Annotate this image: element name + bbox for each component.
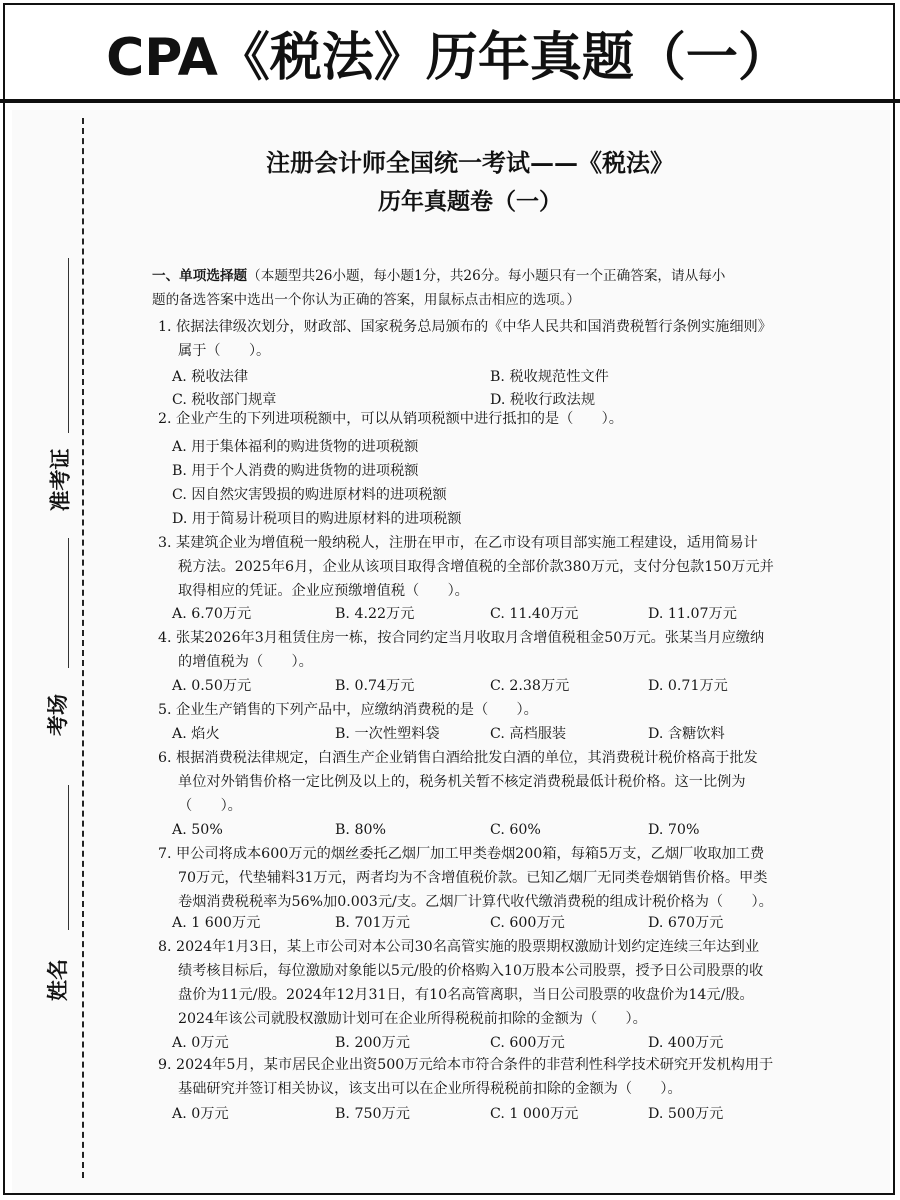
question-8-stem-line: 8. 2024年1月3日，某上市公司对本公司30名高管实施的股票期权激励计划约定连续三年达到业 — [158, 939, 760, 955]
question-9-stem-line: 基础研究并签订相关协议，该支出可以在企业所得税税前扣除的金额为（ ）。 — [178, 1081, 682, 1097]
question-2-option-b[interactable]: B. 用于个人消费的购进货物的进项税额 — [172, 463, 419, 479]
question-5-option-a[interactable]: A. 焰火 — [172, 726, 220, 742]
question-8-stem-line: 盘价为11元/股。2024年12月31日，有10名高管离职，当日公司股票的收盘价为14元/股。 — [178, 987, 754, 1003]
question-4-option-b[interactable]: B. 0.74万元 — [335, 678, 415, 694]
question-7-stem-line: 卷烟消费税税率为56%加0.003元/支。乙烟厂计算代收代缴消费税的组成计税价格为（ ）。 — [178, 894, 773, 910]
banner-divider — [0, 99, 900, 103]
question-8-stem-line: 绩考核目标后，每位激励对象能以5元/股的价格购入10万股本公司股票，授予日公司股票的收 — [178, 963, 764, 979]
question-1-option-d[interactable]: D. 税收行政法规 — [490, 392, 596, 408]
question-9-option-c[interactable]: C. 1 000万元 — [490, 1106, 579, 1122]
question-3-stem-line: 取得相应的凭证。企业应预缴增值税（ ）。 — [178, 583, 469, 599]
question-8-option-c[interactable]: C. 600万元 — [490, 1035, 565, 1051]
question-4-option-a[interactable]: A. 0.50万元 — [172, 678, 252, 694]
question-7-stem-line: 7. 甲公司将成本600万元的烟丝委托乙烟厂加工甲类卷烟200箱，每箱5万支，乙烟厂收取加工费 — [158, 846, 765, 862]
question-6-stem-line: 6. 根据消费税法律规定，白酒生产企业销售白酒给批发白酒的单位，其消费税计税价格高于批发 — [158, 750, 758, 766]
question-6-option-c[interactable]: C. 60% — [490, 822, 541, 838]
question-2-option-d[interactable]: D. 用于简易计税项目的购进原材料的进项税额 — [172, 511, 462, 527]
question-9-option-d[interactable]: D. 500万元 — [648, 1106, 724, 1122]
question-7-option-d[interactable]: D. 670万元 — [648, 915, 724, 931]
question-8-stem-line: 2024年该公司就股权激励计划可在企业所得税税前扣除的金额为（ ）。 — [178, 1011, 647, 1027]
question-1-option-b[interactable]: B. 税收规范性文件 — [490, 369, 609, 385]
question-6-stem-line: （ ）。 — [178, 798, 242, 814]
question-3-option-d[interactable]: D. 11.07万元 — [648, 606, 737, 622]
question-3-option-b[interactable]: B. 4.22万元 — [335, 606, 415, 622]
question-6-stem-line: 单位对外销售价格一定比例及以上的，税务机关暂不核定消费税最低计税价格。这一比例为 — [178, 774, 746, 790]
question-7-option-a[interactable]: A. 1 600万元 — [172, 915, 261, 931]
question-5-stem-line: 5. 企业生产销售的下列产品中，应缴纳消费税的是（ ）。 — [158, 702, 538, 718]
question-4-stem-line: 4. 张某2026年3月租赁住房一栋，按合同约定当月收取月含增值税租金50万元。张某当月应缴纳 — [158, 630, 765, 646]
question-5-option-d[interactable]: D. 含糖饮料 — [648, 726, 725, 742]
paper-subtitle: 历年真题卷（一） — [378, 188, 562, 215]
question-1-stem-line: 属于（ ）。 — [178, 343, 271, 359]
question-2-option-c[interactable]: C. 因自然灾害毁损的购进原材料的进项税额 — [172, 487, 447, 503]
label-kc: 考场 — [46, 694, 70, 736]
question-3-stem-line: 税方法。2025年6月，企业从该项目取得含增值税的全部价款380万元，支付分包款150万元并 — [178, 559, 774, 575]
binding-dashed-line — [82, 118, 84, 1178]
question-9-option-b[interactable]: B. 750万元 — [335, 1106, 410, 1122]
question-1-stem-line: 1. 依据法律级次划分，财政部、国家税务总局颁布的《中华人民共和国消费税暂行条例实施细则》 — [158, 319, 772, 335]
section-rule-text: （本题型共26小题，每小题1分，共26分。每小题只有一个正确答案，请从每小 — [247, 268, 726, 284]
question-8-option-a[interactable]: A. 0万元 — [172, 1035, 229, 1051]
question-4-option-d[interactable]: D. 0.71万元 — [648, 678, 728, 694]
zkz-underline — [68, 258, 69, 433]
label-zkz: 准考证 — [48, 448, 73, 512]
section-instructions-line1 — [152, 267, 725, 285]
section-instructions-line2: 题的备选答案中选出一个你认为正确的答案，用鼠标点击相应的选项。） — [152, 292, 581, 308]
question-5-option-b[interactable]: B. 一次性塑料袋 — [335, 726, 440, 742]
question-7-option-c[interactable]: C. 600万元 — [490, 915, 565, 931]
question-2-option-a[interactable]: A. 用于集体福利的购进货物的进项税额 — [172, 439, 419, 455]
banner-title: CPA《税法》历年真题（一） — [106, 28, 790, 88]
section-heading: 一、单项选择题 — [152, 268, 248, 284]
question-7-stem-line: 70万元，代垫辅料31万元，两者均为不含增值税价款。已知乙烟厂无同类卷烟销售价格。甲类 — [178, 870, 768, 886]
question-3-option-a[interactable]: A. 6.70万元 — [172, 606, 252, 622]
question-9-option-a[interactable]: A. 0万元 — [172, 1106, 229, 1122]
paper-title: 注册会计师全国统一考试——《税法》 — [266, 148, 674, 177]
question-7-option-b[interactable]: B. 701万元 — [335, 915, 410, 931]
question-5-option-c[interactable]: C. 高档服装 — [490, 726, 567, 742]
kc-underline — [68, 538, 69, 668]
question-2-stem-line: 2. 企业产生的下列进项税额中，可以从销项税额中进行抵扣的是（ ）。 — [158, 411, 623, 427]
label-xm: 姓名 — [46, 959, 70, 1001]
question-4-stem-line: 的增值税为（ ）。 — [178, 654, 313, 670]
question-6-option-a[interactable]: A. 50% — [172, 822, 223, 838]
question-6-option-d[interactable]: D. 70% — [648, 822, 700, 838]
question-8-option-b[interactable]: B. 200万元 — [335, 1035, 410, 1051]
question-6-option-b[interactable]: B. 80% — [335, 822, 386, 838]
question-8-option-d[interactable]: D. 400万元 — [648, 1035, 724, 1051]
xm-underline — [68, 785, 69, 930]
question-3-stem-line: 3. 某建筑企业为增值税一般纳税人，注册在甲市，在乙市设有项目部实施工程建设，适用简易计 — [158, 535, 758, 551]
question-1-option-a[interactable]: A. 税收法律 — [172, 369, 249, 385]
question-4-option-c[interactable]: C. 2.38万元 — [490, 678, 570, 694]
question-9-stem-line: 9. 2024年5月，某市居民企业出资500万元给本市符合条件的非营利性科学技术研究开发机构用于 — [158, 1057, 774, 1073]
question-3-option-c[interactable]: C. 11.40万元 — [490, 606, 579, 622]
question-1-option-c[interactable]: C. 税收部门规章 — [172, 392, 277, 408]
